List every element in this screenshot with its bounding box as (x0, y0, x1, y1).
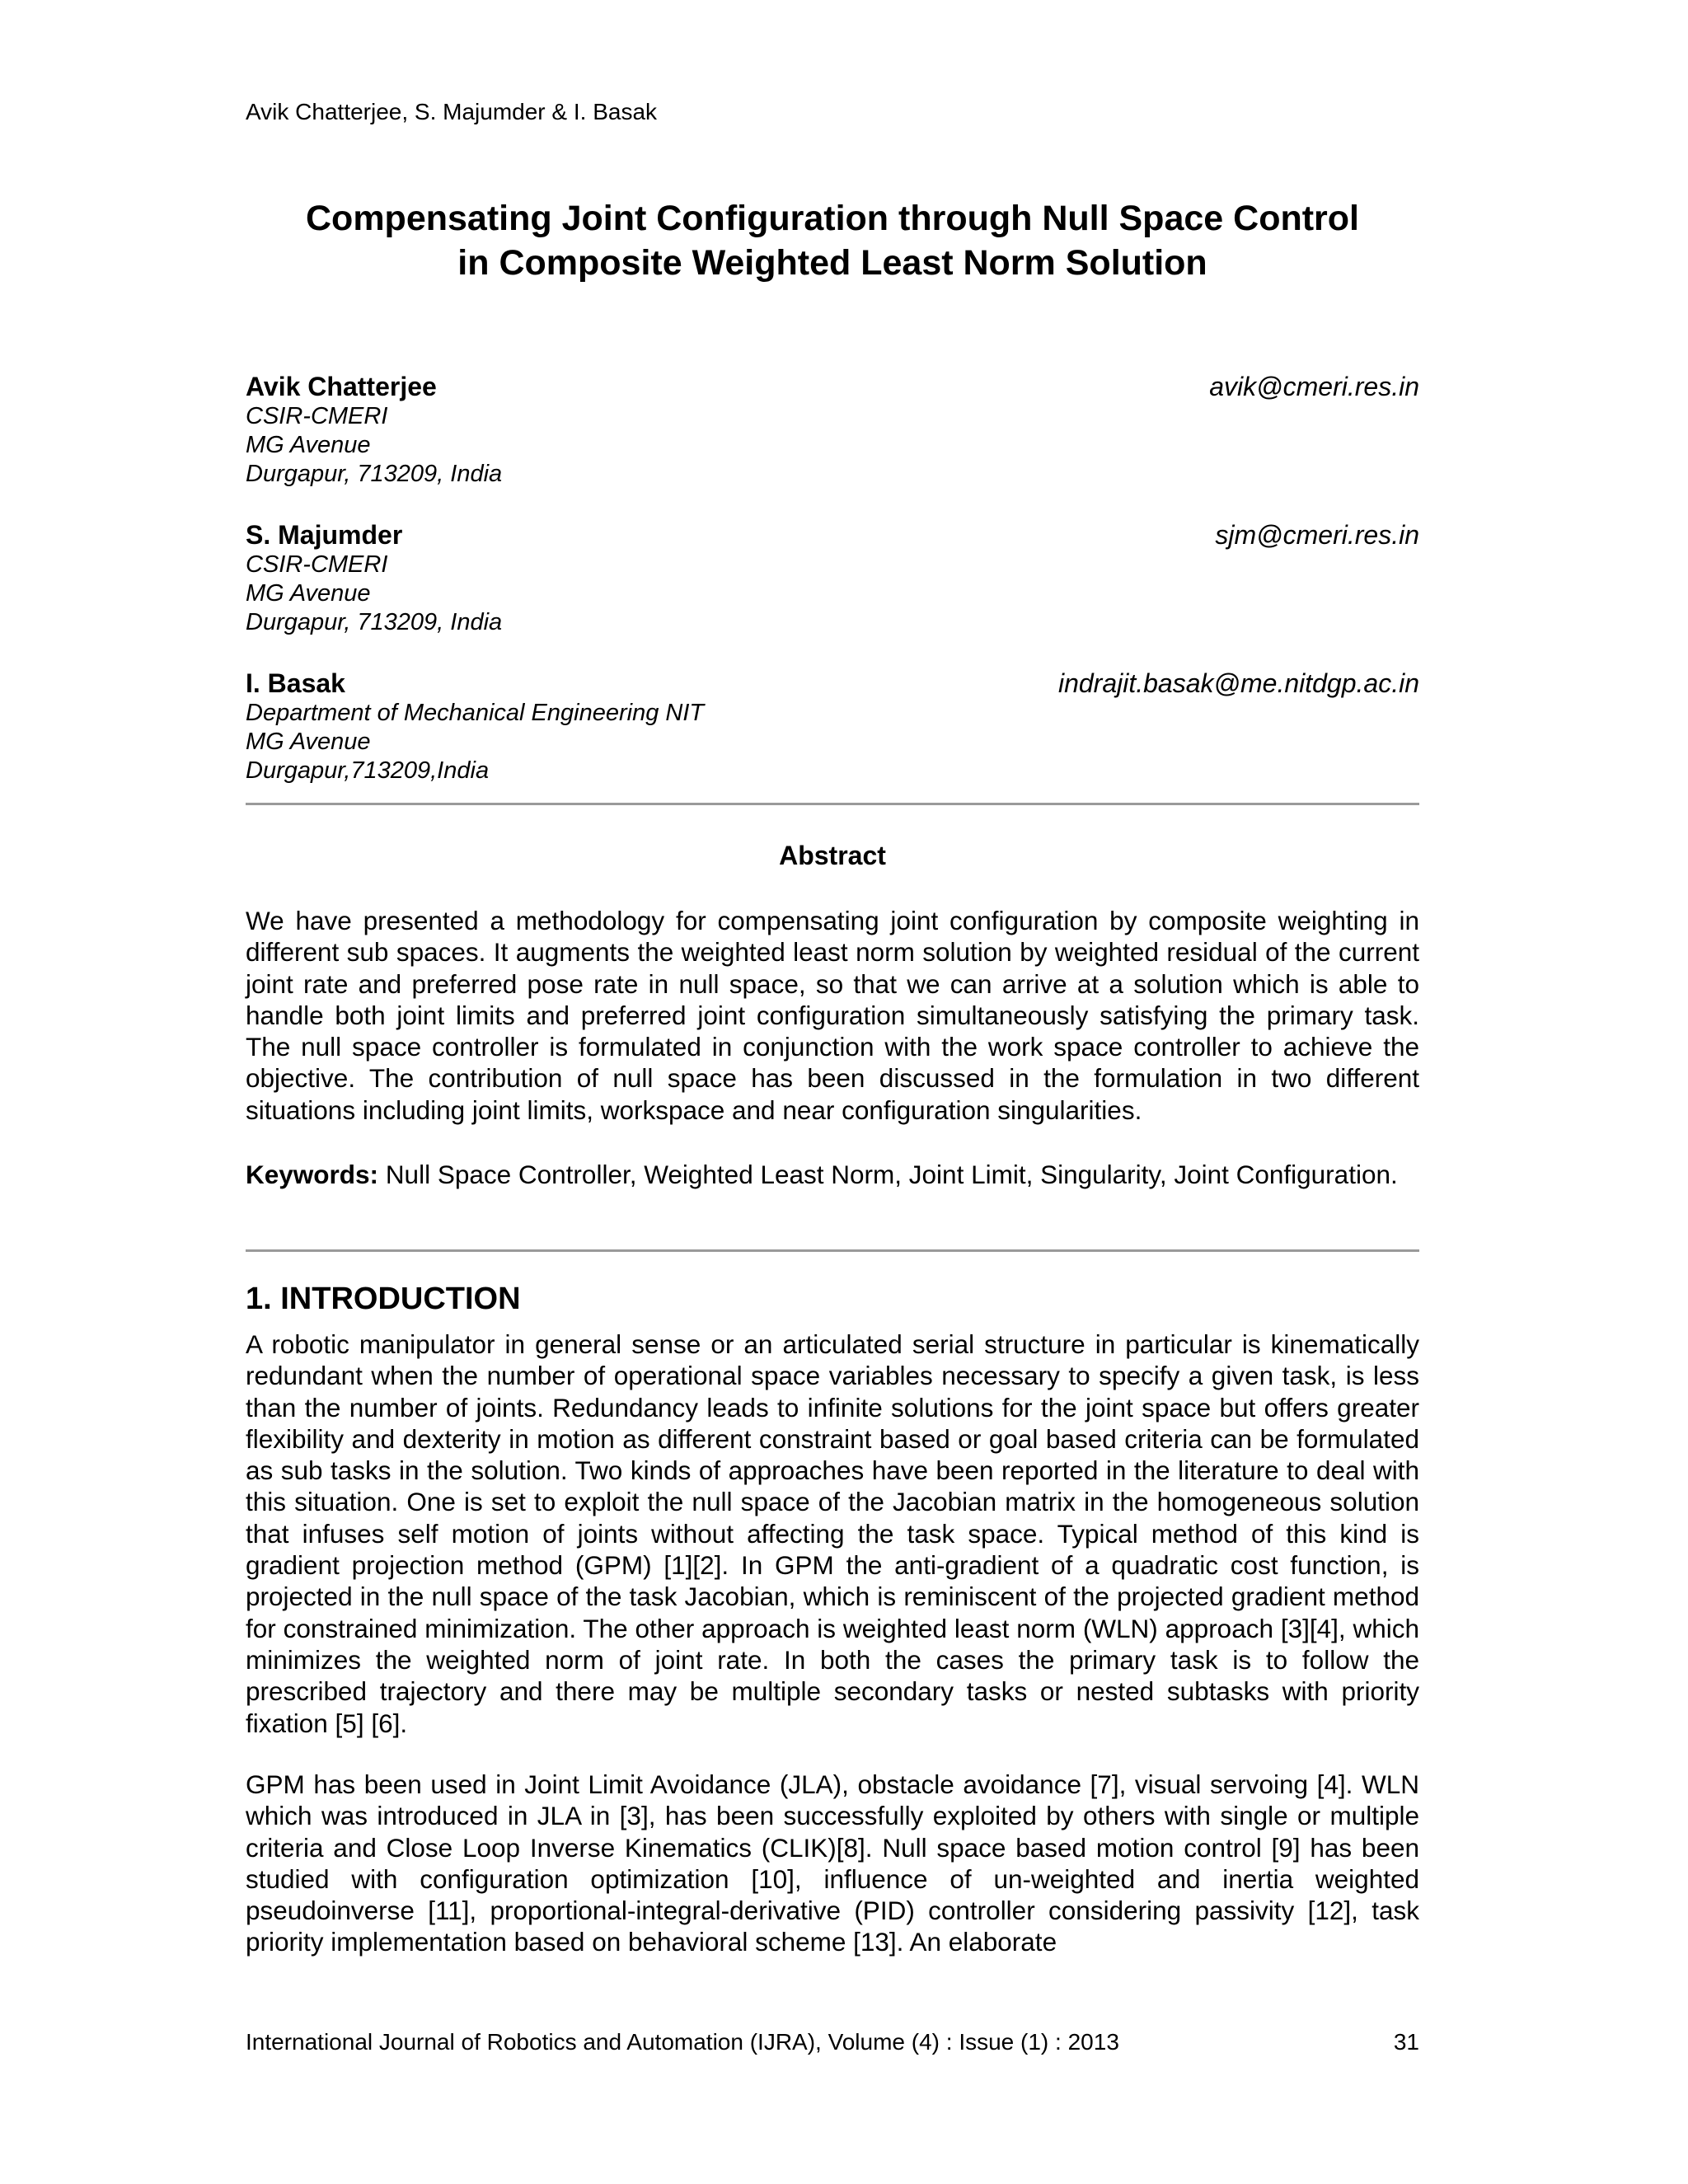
abstract-text: We have presented a methodology for compensating joint configuration by composite weighting in different sub spaces. It augments the weighted least norm solution by weighted residual of the current joint rate and preferred pose rate in null space, so that we can arrive at a solution which is able to handle both joint limits and preferred joint configuration simultaneously satisfying the primary task. The null space controller is formulated in conjunction with the work space controller to achieve the objective. The contribution of null space has been discussed in the formulation in two different situations including joint limits, workspace and near configuration singularities. (246, 906, 1419, 1125)
abstract-heading: Abstract (779, 841, 886, 870)
running-head: Avik Chatterjee, S. Majumder & I. Basak (246, 99, 658, 124)
page-footer (246, 2029, 1419, 2055)
keywords (246, 1159, 1419, 1190)
intro-paragraph-2: GPM has been used in Joint Limit Avoidance (JLA), obstacle avoidance [7], visual servoing [4]. WLN which was introduced in JLA in [3], has been successfully exploited by others with single or multiple criteria and Close Loop Inverse Kinematics (CLIK)[8]. Null space based motion control [9] has been studied with configuration optimization [10], influence of un-weighted and inertia weighted pseudoinverse [11], proportional-integral-derivative (PID) controller considering passivity [12], task priority implementation based on behavioral scheme [13]. An elaborate (246, 1769, 1419, 1957)
author-email[interactable]: avik@cmeri.res.in (1209, 372, 1419, 401)
author-city: Durgapur, 713209, India (246, 609, 503, 635)
author-city: Durgapur,713209,India (246, 757, 490, 784)
divider-top (246, 803, 1419, 805)
author-block-2 (246, 519, 1419, 637)
author-block-1 (246, 371, 1419, 489)
author-email[interactable]: indrajit.basak@me.nitdgp.ac.in (1057, 668, 1419, 698)
intro-paragraph-1: A robotic manipulator in general sense or an articulated serial structure in particular is kinematically redundant when the number of operational space variables necessary to specify a given task, is less than the number of joints. Redundancy leads to infinite solutions for the joint space but offers greater flexibility and dexterity in motion as different constraint based or goal based criteria can be formulated as sub tasks in the solution. Two kinds of approaches have been reported in the literature to deal with this situation. One is set to exploit the null space of the Jacobian matrix in the homogeneous solution that infuses self motion of joints without affecting the task space. Typical method of this kind is gradient projection method (GPM) [1][2]. In GPM the anti-gradient of a quadratic cost function, is projected in the null space of the task Jacobian, which is reminiscent of the projected gradient method for constrained minimization. The other approach is weighted least norm (WLN) approach [3][4], which minimizes the weighted norm of joint rate. In both the cases the primary task is to follow the prescribed trajectory and there may be multiple secondary tasks or nested subtasks with priority fixation [5] [6]. (246, 1329, 1419, 1738)
keywords-text: Null Space Controller, Weighted Least Norm, Joint Limit, Singularity, Joint Configuration. (385, 1160, 1398, 1189)
author-address: MG Avenue (246, 432, 371, 458)
keywords-label: Keywords: (246, 1160, 379, 1189)
author-affiliation: Department of Mechanical Engineering NIT (246, 700, 705, 726)
author-affiliation: CSIR-CMERI (246, 403, 388, 429)
title-line-1: Compensating Joint Configuration through Null Space Control (306, 199, 1359, 238)
author-address: MG Avenue (246, 729, 371, 755)
author-address: MG Avenue (246, 580, 371, 607)
author-name: Avik Chatterjee (246, 372, 437, 401)
author-email[interactable]: sjm@cmeri.res.in (1215, 520, 1419, 550)
author-name: I. Basak (246, 668, 345, 698)
page-number: 31 (1393, 2029, 1419, 2055)
author-affiliation: CSIR-CMERI (246, 551, 388, 578)
section-heading-introduction: 1. INTRODUCTION (246, 1282, 521, 1316)
footer-journal: International Journal of Robotics and Automation (IJRA), Volume (4) : Issue (1) : 2013 (246, 2029, 1119, 2055)
author-city: Durgapur, 713209, India (246, 461, 503, 487)
paper-page (246, 0, 1419, 2184)
author-name: S. Majumder (246, 520, 403, 550)
divider-bottom (246, 1249, 1419, 1252)
title-line-2: in Composite Weighted Least Norm Solution (457, 243, 1207, 283)
paper-title (246, 196, 1419, 285)
author-block-3 (246, 668, 1419, 785)
